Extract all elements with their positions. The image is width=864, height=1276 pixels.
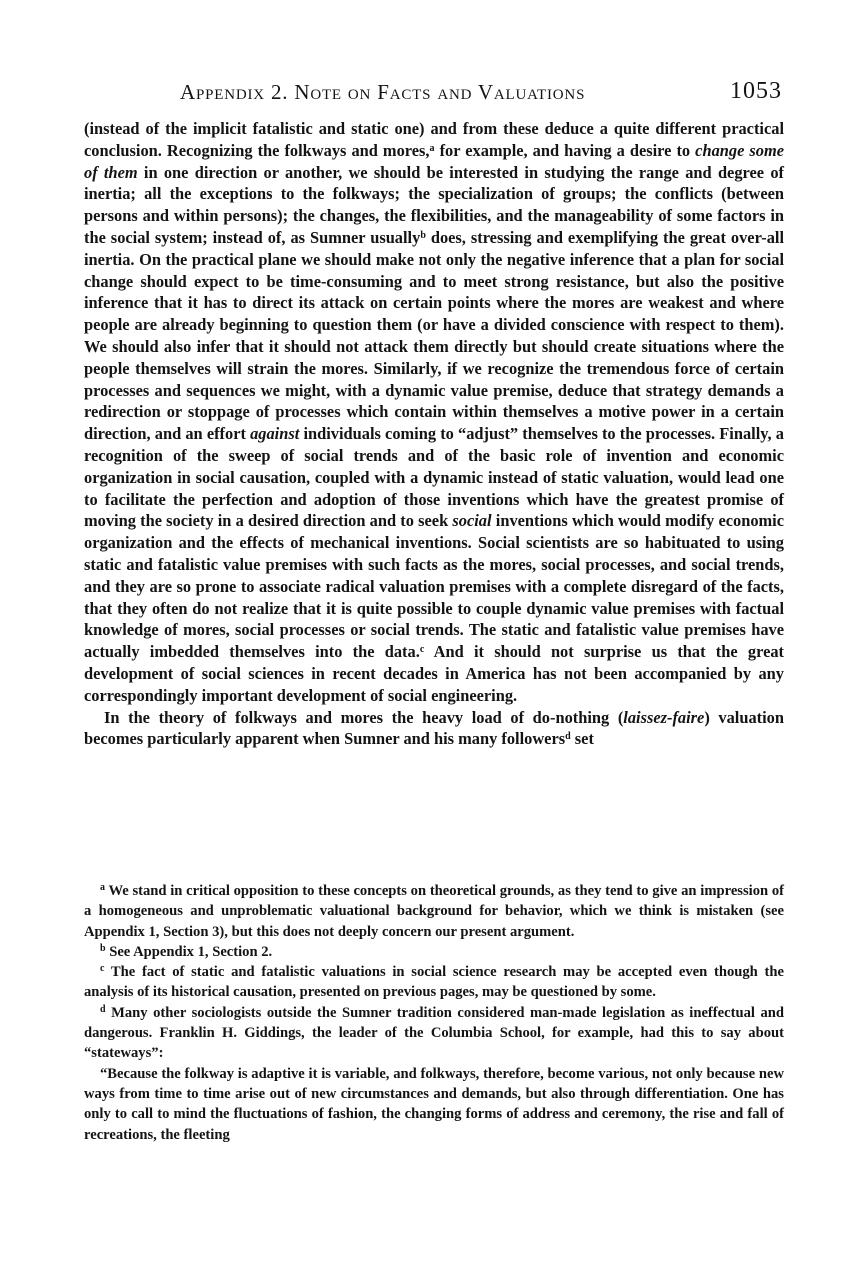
- body-paragraph-2: [84, 707, 784, 751]
- footnote-text: See Appendix 1, Section 2.: [105, 943, 273, 960]
- text-run: in one direction or another, we should be interested in studying the range and degree of inertia; all the exceptions to the folkways; the specialization of groups; the conflicts (between persons and within persons); the changes, the flexibilities, and the manageability of some factors in the social system; instead of, as Sumner usually: [84, 162, 784, 247]
- footnote-marker: a: [100, 882, 105, 893]
- footnote-ref-c: c: [419, 644, 425, 656]
- body-paragraph-1: [84, 118, 784, 707]
- footnote-b: [84, 942, 784, 962]
- running-head: [84, 78, 784, 112]
- footnote-ref-a: a: [429, 142, 435, 154]
- emphasis: change some of them: [84, 140, 784, 182]
- body-text: [84, 118, 784, 750]
- running-head-title: Appendix 2. Note on Facts and Valuations: [180, 80, 586, 104]
- text-run: inventions which would modify economic organization and the effects of mechanical inventions. Social scientists are so habituated to using static and fatalistic value premises with such facts as the mores, social processes, and social trends, and they are so prone to associate radical valuation premises with a complete disregard of the facts, that they often do not realize that it is quite possible to couple dynamic value premises with factual knowledge of mores, social processes or social trends. The static and fatalistic value premises have actually imbedded themselves into the data.: [84, 511, 784, 662]
- footnote-c: [84, 962, 784, 1003]
- footnote-text: The fact of static and fatalistic valuations in social science research may be accepted even though the analysis of its historical causation, presented on previous pages, may be questioned by some.: [84, 964, 784, 1001]
- text-run: In the theory of folkways and mores the heavy load of do-nothing (: [104, 707, 624, 727]
- text-run: for example, and having a desire to: [434, 140, 696, 160]
- text-run: ) valuation becomes particularly apparent when Sumner and his many followers: [84, 707, 784, 749]
- text-run: does, stressing and exemplifying the great over-all inertia. On the practical plane we should make not only the negative inference that a plan for social change should expect to be time-consuming and to meet strong resistance, but also the positive inference that it has to direct its attack on certain points where the mores are weakest and where people are already beginning to question them (or have a divided conscience with respect to them). We should also infer that it should not attack them directly but should create situations where the people themselves will strain the mores. Similarly, if we recognize the tremendous force of certain processes and sequences we might, with a dynamic value premise, deduce that strategy demands a redirection or stoppage of processes which contain within themselves a motive power in a certain direction, and an effort: [84, 227, 784, 444]
- footnote-marker: c: [100, 963, 105, 975]
- emphasis: social: [452, 511, 492, 531]
- footnotes: [84, 881, 784, 1145]
- page-number: 1053: [730, 78, 782, 104]
- footnote-marker: b: [100, 942, 106, 954]
- text-run: individuals coming to “adjust” themselves to the processes. Finally, a recognition of the sweep of social trends and of the basic role of invention and economic organization in social causation, coupled with a dynamic instead of static valuation, would lead one to facilitate the perfection and adoption of those inventions which have the greatest promise of moving the society in a desired direction and to seek: [84, 424, 784, 531]
- footnote-quote: “Because the folkway is adaptive it is variable, and folkways, therefore, become various, not only because new ways from time to time arise out of new circumstances and demands, but also through differentiation. One has only to call to mind the fluctuations of fashion, the changing forms of address and ceremony, the rise and fall of recreations, the fleeting: [84, 1065, 784, 1143]
- footnote-a: [84, 881, 784, 942]
- footnote-d: [84, 1003, 784, 1064]
- footnote-ref-d: d: [565, 731, 571, 743]
- footnote-text: Many other sociologists outside the Sumner tradition considered man-made legislation as ineffectual and dangerous. Franklin H. Giddings, the leader of the Columbia School, for example, had this to say about “stateways”:: [84, 1004, 784, 1062]
- footnote-ref-b: b: [420, 229, 426, 241]
- emphasis: against: [250, 424, 300, 444]
- text-run: And it should not surprise us that the great development of social sciences in recent decades in America has not been accompanied by any correspondingly important development of social engineering.: [84, 642, 785, 705]
- text-run: set: [570, 729, 594, 749]
- text-run: (instead of the implicit fatalistic and static one) and from these deduce a quite different practical conclusion. Recognizing the folkways and mores,: [84, 119, 784, 160]
- footnote-marker: d: [100, 1003, 106, 1015]
- footnote-text: We stand in critical opposition to these concepts on theoretical grounds, as they tend to give an impression of a homogeneous and unproblematic valuational background for behavior, which we think is mistaken (see Appendix 1, Section 3), but this does not deeply concern our present argument.: [84, 883, 784, 940]
- emphasis: laissez-faire: [623, 707, 705, 727]
